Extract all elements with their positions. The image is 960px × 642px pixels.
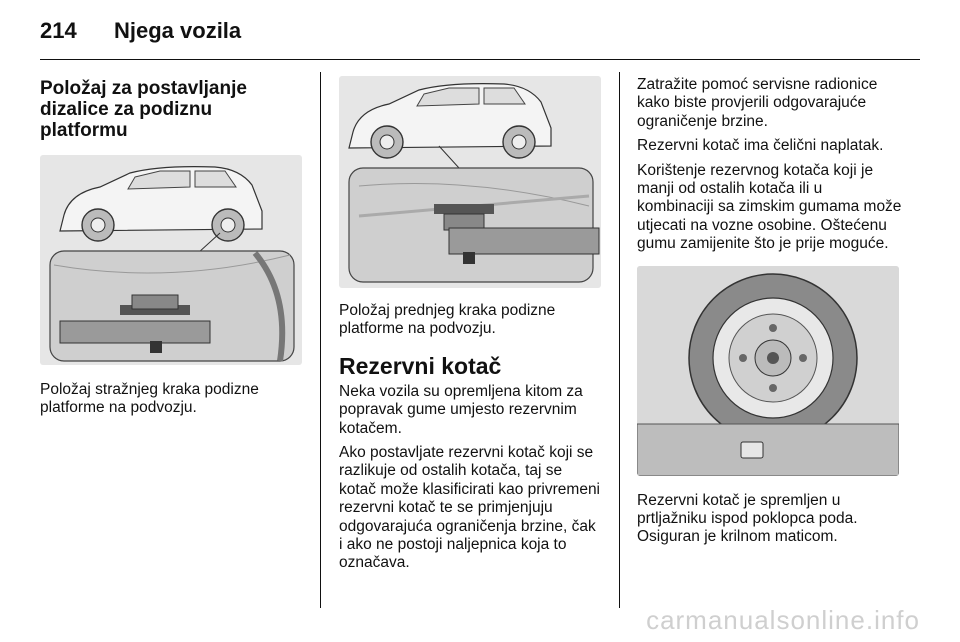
paragraph: Zatražite pomoć servisne radionice kako biste provjerili odgovarajuće ograničenje brzine. (637, 76, 878, 130)
section-heading-lift-points: Položaj za postavljanje dizalice za podiznu platformu (40, 78, 247, 141)
paragraph: Korištenje rezervnog kotača koji je manji od ostalih kotača ili u kombinaciji sa zimskim gumama može utjecati na vozne osobine. Oštećenu gumu zamijenite što je prije moguće. (637, 161, 902, 253)
paragraph: Ako postavljate rezervni kotač koji se razlikuje od ostalih kotača, taj se kotač može klasificirati kao privremeni rezervni kotač te se primjenjuju odgovarajuća ograničenja brzine, čak i ako ne postoji naljepnica koja to označava. (339, 444, 601, 572)
page-header (40, 14, 241, 48)
column-1 (40, 72, 304, 424)
section-title-spare-wheel: Rezervni kotač (339, 352, 502, 379)
front-lift-point-figure (339, 76, 601, 288)
column-2 (339, 72, 603, 579)
page-title: Njega vozila (114, 18, 242, 43)
column-divider-2 (619, 72, 620, 608)
figure-caption-spare-wheel: Rezervni kotač je spremljen u prtljažniku ispod poklopca poda. Osiguran je krilnom maticom. (637, 491, 858, 546)
rear-lift-point-figure (40, 155, 302, 365)
spare-wheel-figure (637, 266, 899, 476)
page-number: 214 (40, 18, 77, 43)
car-lift-point-rear-icon (40, 155, 302, 365)
figure-caption-front: Položaj prednjeg kraka podizne platforme na podvozju. (339, 302, 556, 338)
spare-wheel-in-trunk-icon (637, 266, 899, 476)
figure-caption-rear: Položaj stražnjeg kraka podizne platforme na podvozju. (40, 381, 259, 417)
header-rule (40, 59, 920, 60)
paragraph: Rezervni kotač ima čelični naplatak. (637, 137, 884, 155)
column-divider-1 (320, 72, 321, 608)
paragraph: Neka vozila su opremljena kitom za popravak gume umjesto rezervnim kotačem. (339, 382, 583, 437)
watermark: carmanualsonline.info (646, 605, 920, 635)
car-lift-point-front-icon (339, 76, 601, 288)
column-3 (637, 72, 903, 553)
